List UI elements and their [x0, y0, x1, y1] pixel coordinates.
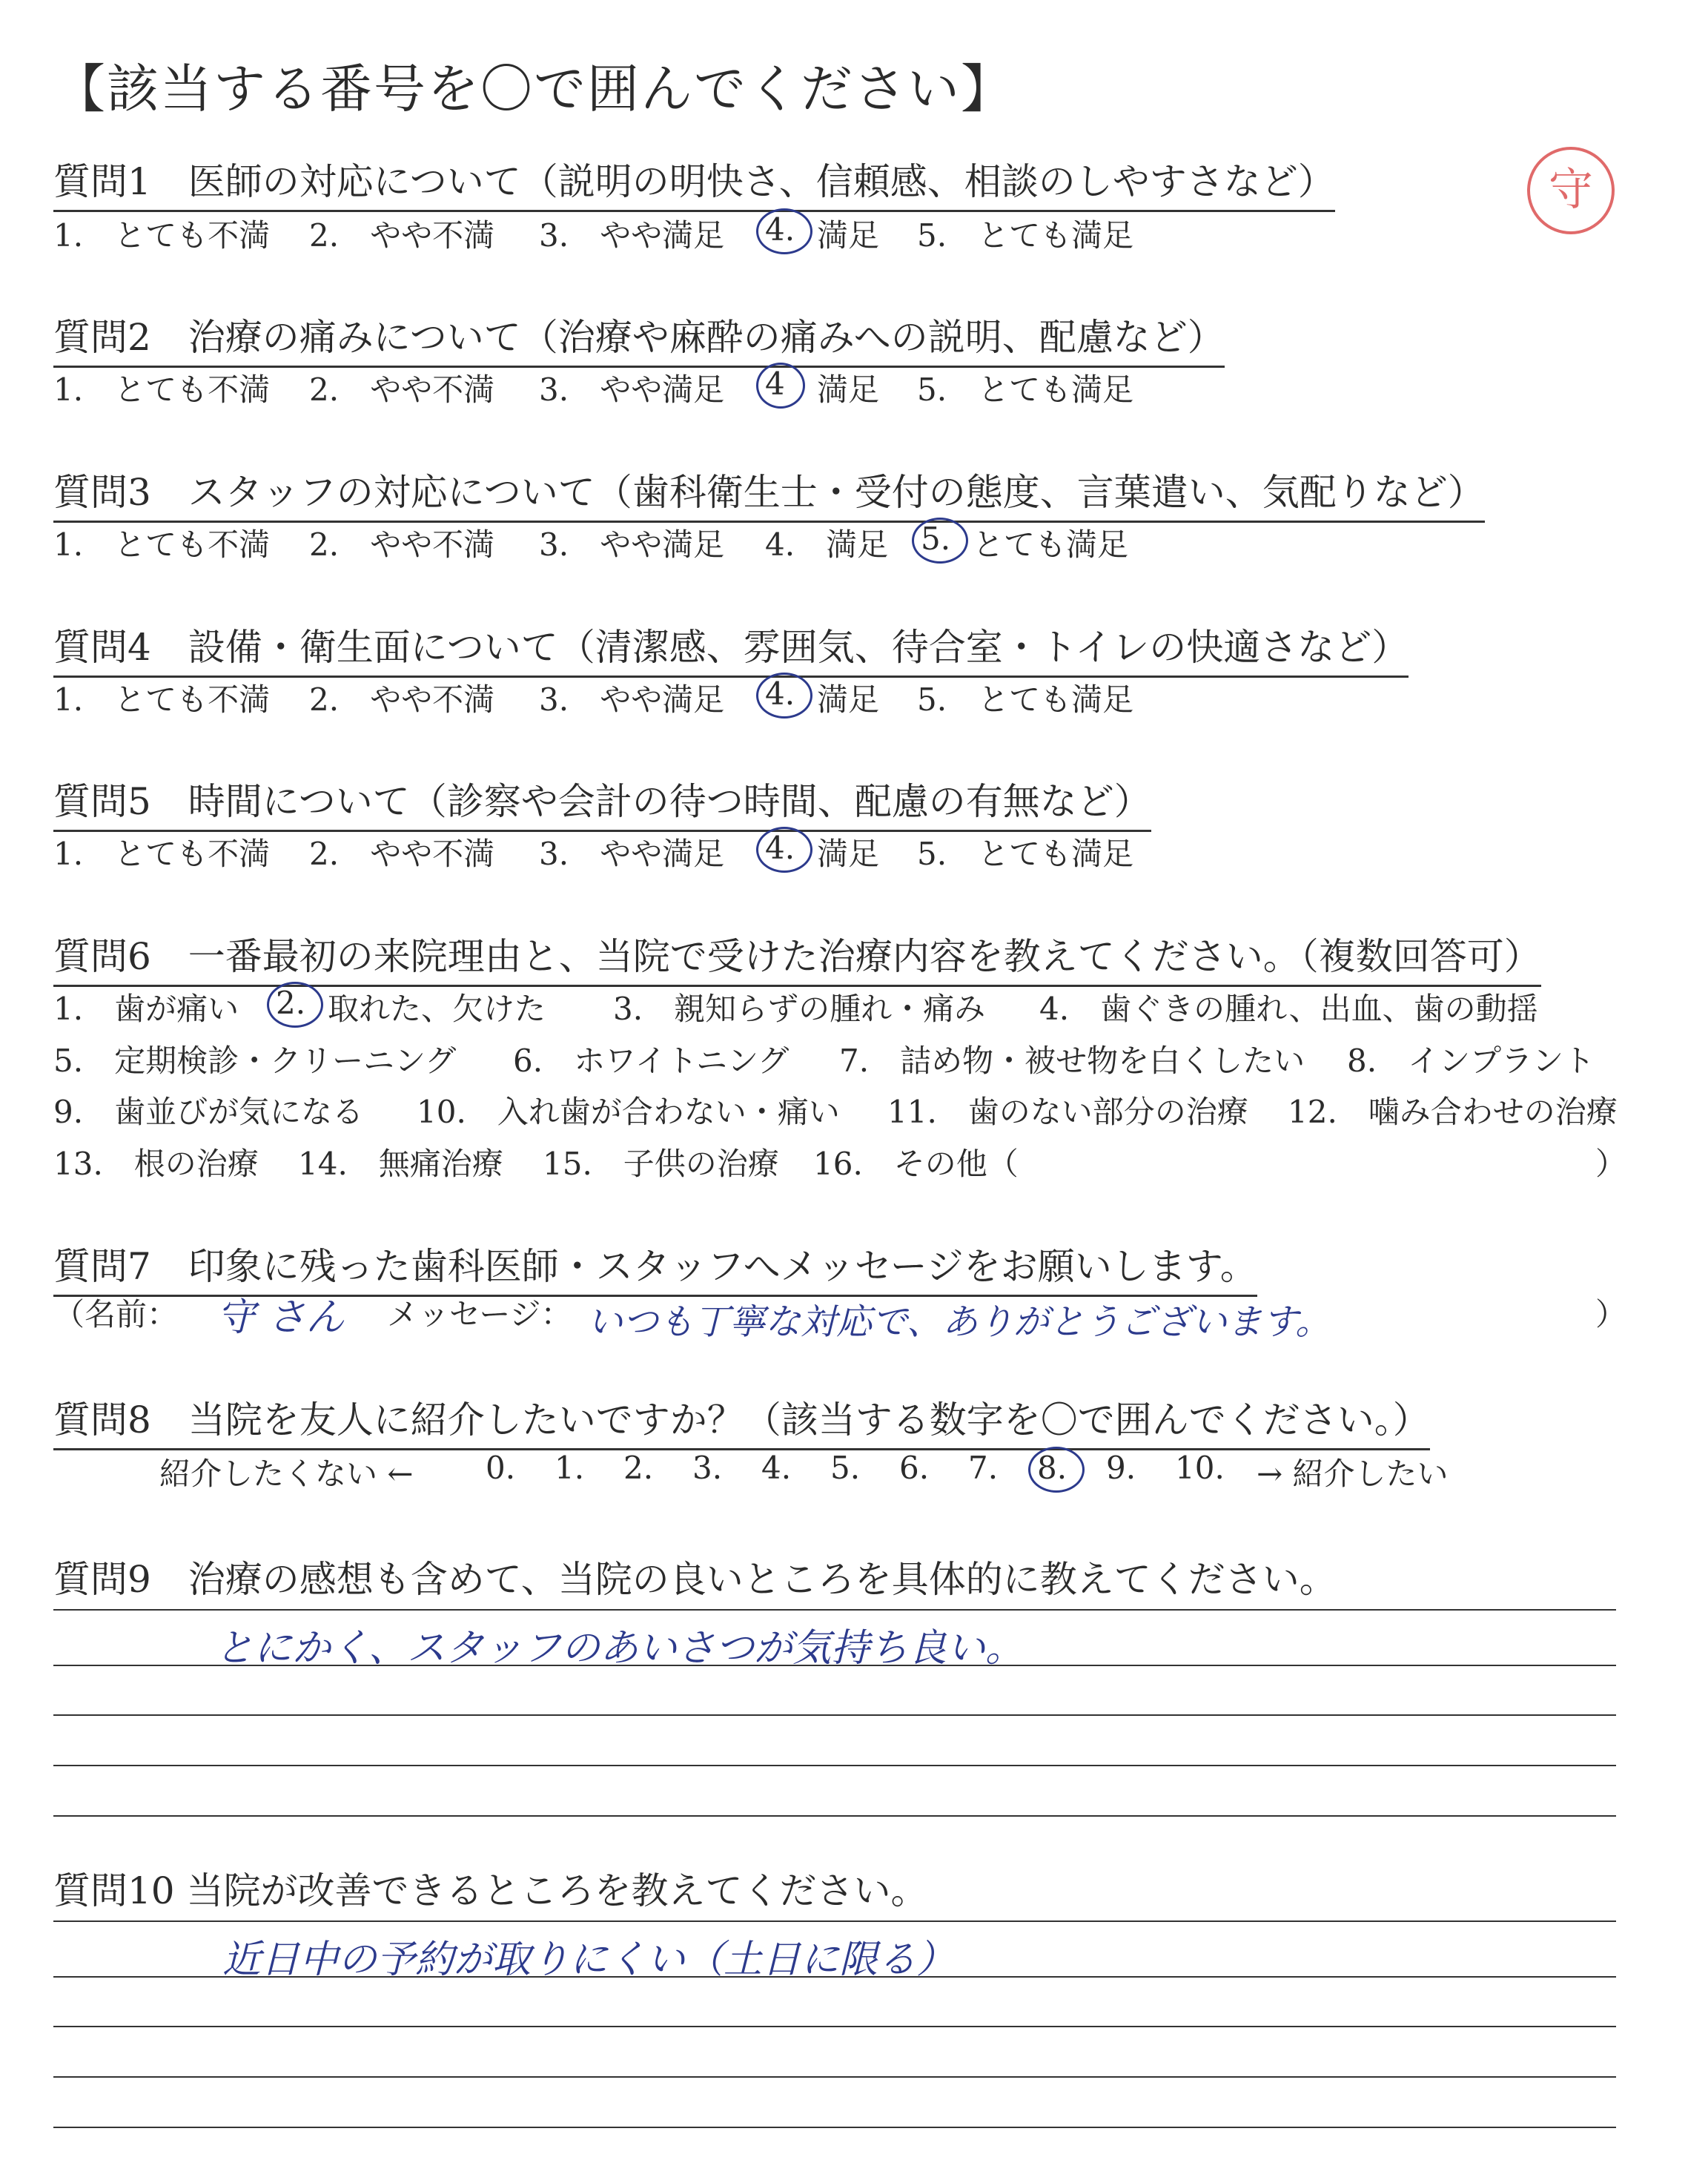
- question-8-scale: [159, 1450, 1568, 1494]
- option-3[interactable]: 3. やや満足: [539, 217, 725, 254]
- option-9[interactable]: 9. 歯並びが気になる: [53, 1094, 364, 1130]
- option-1[interactable]: 1. とても不満: [53, 371, 271, 408]
- option-1[interactable]: 1. とても不満: [53, 217, 271, 254]
- question-9-answer[interactable]: とにかく、スタッフのあいさつが気持ち良い。: [215, 1626, 1024, 1671]
- option-13[interactable]: 13. 根の治療: [53, 1146, 259, 1182]
- selection-circle: [756, 363, 805, 409]
- option-5-label: とても満足: [973, 526, 1129, 563]
- option-1[interactable]: 1. とても不満: [53, 836, 271, 872]
- question-8-title: 質問8 当院を友人に紹介したいですか？（該当する数字を〇で囲んでください。）: [53, 1390, 1430, 1450]
- selection-circle: [756, 827, 812, 873]
- answer-line: [53, 1920, 1616, 1922]
- option-2-selected[interactable]: 2.: [276, 985, 305, 1021]
- question-6-row-4: [53, 1140, 1627, 1184]
- option-1[interactable]: 1. 歯が痛い: [53, 991, 239, 1027]
- selection-circle: [756, 673, 812, 719]
- scale-9[interactable]: 9.: [1106, 1450, 1136, 1486]
- selection-circle: [756, 208, 812, 254]
- option-3[interactable]: 3. 親知らずの腫れ・痛み: [613, 991, 986, 1027]
- answer-line: [53, 1714, 1616, 1716]
- option-5[interactable]: 5. 定期検診・クリーニング: [53, 1043, 457, 1079]
- selection-circle: [267, 982, 323, 1028]
- selection-circle: [1028, 1447, 1085, 1493]
- option-3[interactable]: 3. やや満足: [539, 681, 725, 718]
- message-label: メッセージ：: [387, 1296, 572, 1332]
- question-1-options: [53, 211, 1610, 256]
- question-6-row-2: [53, 1037, 1618, 1081]
- scale-left-label: 紹介したくない ←: [159, 1456, 414, 1492]
- question-2-options: [53, 366, 1610, 410]
- question-10-answer[interactable]: 近日中の予約が取りにくい（土日に限る）: [222, 1938, 956, 1982]
- scale-6[interactable]: 6.: [899, 1450, 930, 1486]
- option-4-selected[interactable]: 4.: [765, 676, 795, 712]
- question-5-options: [53, 830, 1610, 874]
- option-10[interactable]: 10. 入れ歯が合わない・痛い: [417, 1094, 840, 1130]
- scale-5[interactable]: 5.: [830, 1450, 861, 1486]
- question-6-row-3: [53, 1088, 1618, 1132]
- option-7[interactable]: 7. 詰め物・被せ物を白くしたい: [839, 1043, 1305, 1079]
- scale-2[interactable]: 2.: [623, 1450, 654, 1486]
- answer-line: [53, 2127, 1616, 2128]
- scale-3[interactable]: 3.: [692, 1450, 723, 1486]
- option-4[interactable]: 4. 歯ぐきの腫れ、出血、歯の動揺: [1039, 991, 1538, 1027]
- message-close: ）: [1595, 1296, 1627, 1332]
- option-2[interactable]: 2. やや不満: [309, 526, 495, 563]
- question-4-title: 質問4 設備・衛生面について（清潔感、雰囲気、待合室・トイレの快適さなど）: [53, 618, 1409, 678]
- message-value[interactable]: いつも丁寧な対応で、ありがとうございます。: [587, 1301, 1331, 1343]
- option-2[interactable]: 2. やや不満: [309, 681, 495, 718]
- question-9-title: 質問9 治療の感想も含めて、当院の良いところを具体的に教えてください。: [53, 1558, 1337, 1601]
- seal-stamp: 守: [1527, 147, 1615, 234]
- question-6-row-1: [53, 985, 1618, 1029]
- question-7-answer-row: [53, 1290, 1627, 1350]
- option-6[interactable]: 6. ホワイトニング: [513, 1043, 790, 1079]
- option-5-selected[interactable]: 5.: [921, 521, 950, 557]
- option-4-label: 満足: [817, 681, 880, 718]
- question-7-title: 質問7 印象に残った歯科医師・スタッフへメッセージをお願いします。: [53, 1237, 1257, 1297]
- answer-line: [53, 1765, 1616, 1766]
- option-3[interactable]: 3. やや満足: [539, 371, 725, 408]
- scale-1[interactable]: 1.: [555, 1450, 585, 1486]
- option-1[interactable]: 1. とても不満: [53, 681, 271, 718]
- option-2[interactable]: 2. やや不満: [309, 217, 495, 254]
- option-3[interactable]: 3. やや満足: [539, 526, 725, 563]
- option-2[interactable]: 2. やや不満: [309, 371, 495, 408]
- question-4-options: [53, 676, 1610, 720]
- option-4-label: 満足: [817, 371, 880, 408]
- question-1-title: 質問1 医師の対応について（説明の明快さ、信頼感、相談のしやすさなど）: [53, 152, 1335, 212]
- question-10-title: 質問10 当院が改善できるところを教えてください。: [53, 1869, 928, 1912]
- option-2-label: 取れた、欠けた: [328, 991, 546, 1027]
- name-label: （名前：: [53, 1296, 179, 1332]
- scale-10[interactable]: 10.: [1175, 1450, 1225, 1486]
- option-16[interactable]: 16. その他（: [813, 1146, 1019, 1182]
- scale-right-label: → 紹介したい: [1257, 1456, 1449, 1492]
- form-title: 【該当する番号を〇で囲んでください】: [53, 59, 1014, 119]
- selection-circle: [912, 518, 968, 564]
- option-4-selected[interactable]: 4.: [765, 830, 795, 866]
- option-4-label: 満足: [817, 217, 880, 254]
- answer-line: [53, 1976, 1616, 1978]
- option-4[interactable]: 4. 満足: [765, 526, 889, 563]
- scale-8-selected[interactable]: 8.: [1037, 1450, 1067, 1486]
- option-2[interactable]: 2. やや不満: [309, 836, 495, 872]
- question-6-title: 質問6 一番最初の来院理由と、当院で受けた治療内容を教えてください。（複数回答可）: [53, 927, 1541, 987]
- option-5[interactable]: 5. とても満足: [917, 681, 1134, 718]
- question-3-title: 質問3 スタッフの対応について（歯科衛生士・受付の態度、言葉遣い、気配りなど）: [53, 463, 1485, 523]
- option-5[interactable]: 5. とても満足: [917, 836, 1134, 872]
- option-3[interactable]: 3. やや満足: [539, 836, 725, 872]
- answer-line: [53, 1665, 1616, 1666]
- question-3-options: [53, 521, 1610, 565]
- question-5-title: 質問5 時間について（診察や会計の待つ時間、配慮の有無など）: [53, 772, 1151, 832]
- scale-7[interactable]: 7.: [968, 1450, 999, 1486]
- scale-4[interactable]: 4.: [761, 1450, 792, 1486]
- option-15[interactable]: 15. 子供の治療: [543, 1146, 779, 1182]
- name-value[interactable]: 守 さん: [216, 1295, 345, 1340]
- option-5[interactable]: 5. とても満足: [917, 217, 1134, 254]
- scale-0[interactable]: 0.: [486, 1450, 516, 1486]
- question-2-title: 質問2 治療の痛みについて（治療や麻酔の痛みへの説明、配慮など）: [53, 308, 1225, 368]
- option-11[interactable]: 11. 歯のない部分の治療: [887, 1094, 1248, 1130]
- option-16-close: ）: [1595, 1146, 1627, 1182]
- option-1[interactable]: 1. とても不満: [53, 526, 271, 563]
- option-5[interactable]: 5. とても満足: [917, 371, 1134, 408]
- option-8[interactable]: 8. インプラント: [1347, 1043, 1595, 1079]
- option-4-label: 満足: [817, 836, 880, 872]
- option-12[interactable]: 12. 噛み合わせの治療: [1288, 1094, 1618, 1130]
- answer-line: [53, 2026, 1616, 2027]
- answer-line: [53, 1609, 1616, 1611]
- answer-line: [53, 2076, 1616, 2078]
- option-4-selected[interactable]: 4.: [765, 211, 795, 248]
- answer-line: [53, 1815, 1616, 1817]
- option-14[interactable]: 14. 無痛治療: [298, 1146, 503, 1182]
- option-4-selected[interactable]: 4: [765, 366, 785, 402]
